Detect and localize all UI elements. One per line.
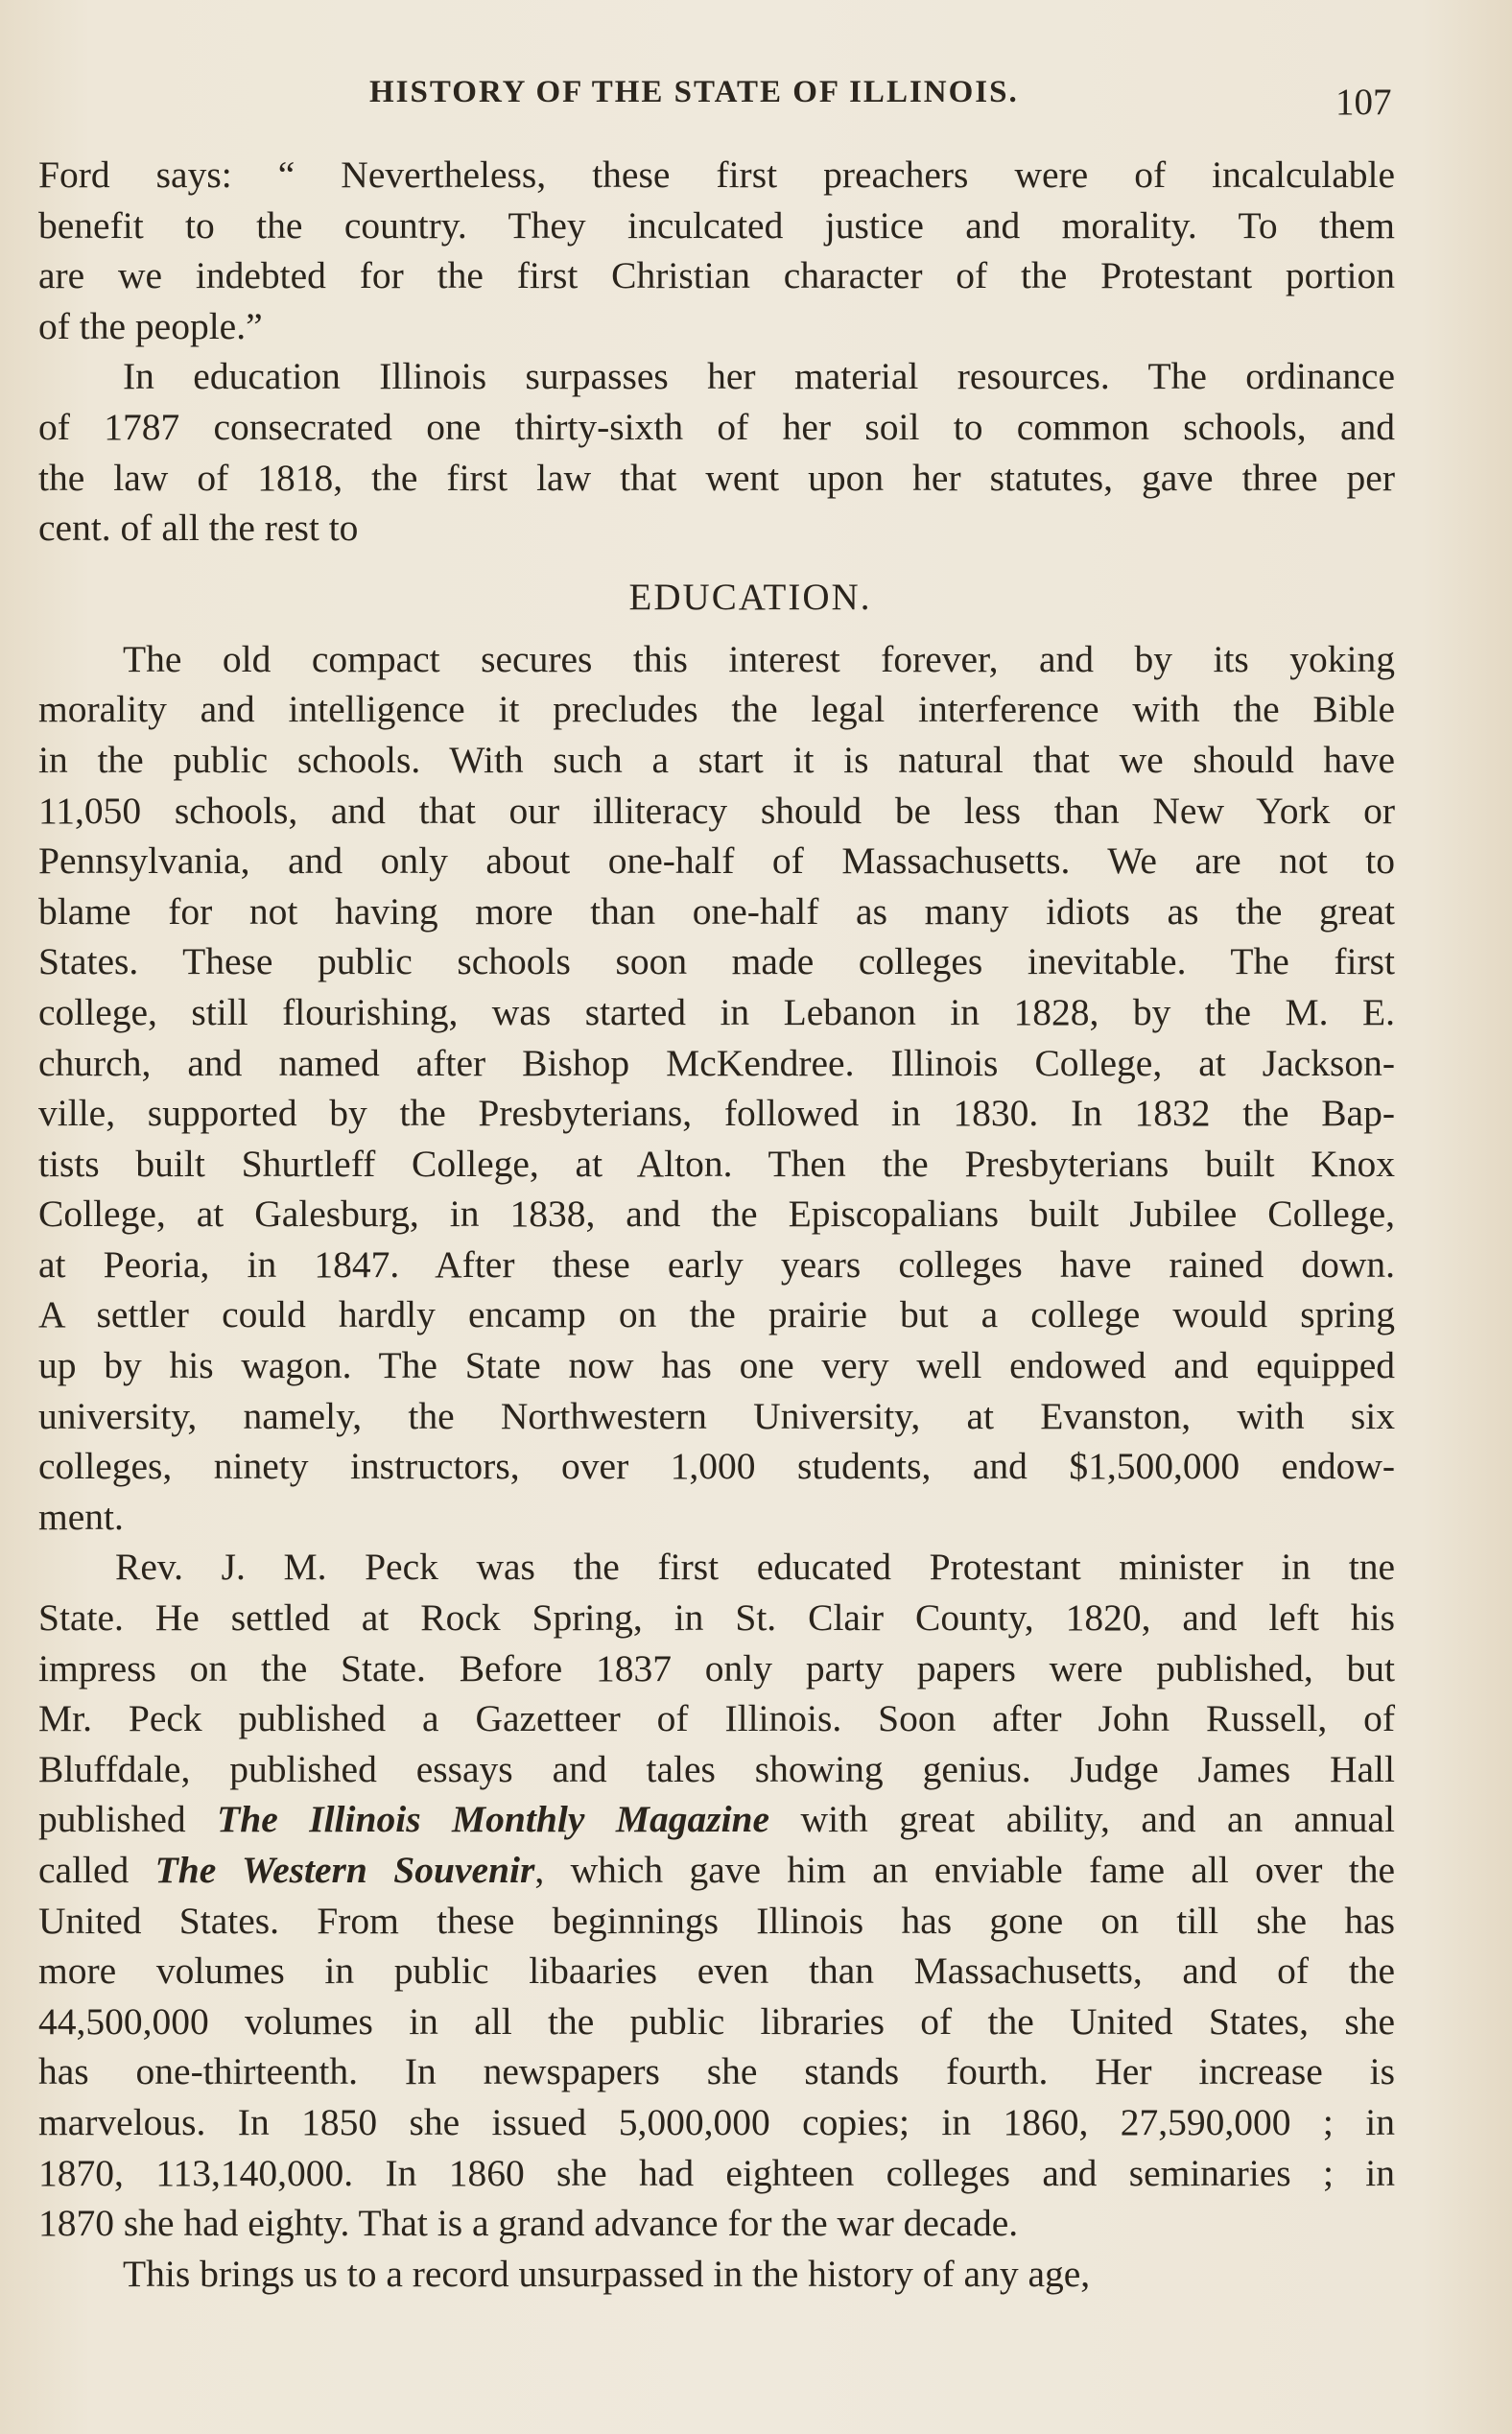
text-line: 1870 she had eighty. That is a grand advance for the war decade. [38, 2202, 1019, 2245]
text-line: at Peoria, in 1847. After these early years colleges have rained down. [38, 1242, 1395, 1286]
text-line: benefit to the country. They inculcated justice and morality. To them [38, 203, 1395, 247]
text-line: In education Illinois surpasses her material resources. The ordinance [123, 355, 1395, 398]
text-line: Ford says: “ Nevertheless, these first preachers were of incalculable [38, 154, 1395, 196]
text-line: the law of 1818, the first law that went upon her statutes, gave three per [38, 456, 1395, 499]
text-line: are we indebted for the first Christian character of the Protestant portion [38, 254, 1395, 297]
text-line: ville, supported by the Presbyterians, followed in 1830. In 1832 the Bap- [38, 1092, 1395, 1135]
section-heading: EDUCATION. [628, 576, 872, 618]
paragraph-ford-quote [38, 150, 1395, 351]
body-text [38, 150, 1395, 2299]
souvenir-title: The Western Souvenir [154, 1849, 535, 1891]
text-line: blame for not having more than one-half as many idiots as the great [38, 889, 1395, 933]
paragraph-record [38, 2249, 1395, 2300]
text-line: Bluffdale, published essays and tales showing genius. Judge James Hall [38, 1747, 1395, 1790]
text-line: cent. of all the rest to [38, 507, 359, 550]
text-fragment: published [38, 1798, 218, 1841]
text-line-magazine [38, 1794, 1395, 1845]
text-line: colleges, ninety instructors, over 1,000 students, and $1,500,000 endow- [38, 1445, 1395, 1488]
text-line: of the people.” [38, 304, 263, 347]
text-line: impress on the State. Before 1837 only party papers were published, but [38, 1646, 1395, 1690]
text-line: ment. [38, 1495, 124, 1538]
page-number: 107 [1335, 82, 1392, 123]
text-line: tists built Shurtleff College, at Alton. Then the Presbyterians built Knox [38, 1142, 1395, 1185]
text-line: has one-thirteenth. In newspapers she stands fourth. Her increase is [38, 2050, 1395, 2093]
magazine-title: The Illinois Monthly Magazine [217, 1798, 770, 1841]
text-line: 44,500,000 volumes in all the public libraries of the United States, she [38, 1999, 1395, 2043]
text-line: States. These public schools soon made colleges inevitable. The first [38, 940, 1395, 983]
text-line: more volumes in public libaaries even than Massachusetts, and of the [38, 1950, 1395, 1993]
text-line: Mr. Peck published a Gazetteer of Illinois. Soon after John Russell, of [38, 1697, 1395, 1740]
text-line: morality and intelligence it precludes the legal interference with the Bible [38, 688, 1395, 731]
text-line: college, still flourishing, was started in Lebanon in 1828, by the M. E. [38, 990, 1395, 1033]
text-line: in the public schools. With such a start it is natural that we should have [38, 738, 1395, 781]
text-line: United States. From these beginnings Illinois has gone on till she has [38, 1899, 1395, 1942]
text-fragment: , which gave him an enviable fame all over the [534, 1849, 1395, 1891]
text-line: up by his wagon. The State now has one very well endowed and equipped [38, 1344, 1395, 1387]
text-line: A settler could hardly encamp on the prairie but a college would spring [38, 1293, 1395, 1336]
running-title: HISTORY OF THE STATE OF ILLINOIS. [369, 75, 1019, 109]
text-line-souvenir [38, 1845, 1395, 1896]
text-line: State. He settled at Rock Spring, in St. Clair County, 1820, and left his [38, 1596, 1395, 1640]
paragraph-education-intro [38, 351, 1395, 553]
text-line: university, namely, the Northwestern University, at Evanston, with six [38, 1394, 1395, 1437]
text-fragment: called [38, 1849, 155, 1891]
text-line: Rev. J. M. Peck was the first educated Protestant minister in tne [115, 1546, 1395, 1589]
text-line: of 1787 consecrated one thirty-sixth of her soil to common schools, and [38, 405, 1395, 448]
text-line: Pennsylvania, and only about one-half of Massachusetts. We are not to [38, 839, 1395, 883]
text-line: College, at Galesburg, in 1838, and the Episcopalians built Jubilee College, [38, 1193, 1395, 1236]
text-line: marvelous. In 1850 she issued 5,000,000 copies; in 1860, 27,590,000 ; in [38, 2100, 1395, 2143]
text-line: church, and named after Bishop McKendree. Illinois College, at Jackson- [38, 1041, 1395, 1084]
text-line: 1870, 113,140,000. In 1860 she had eighteen colleges and seminaries ; in [38, 2151, 1395, 2194]
paragraph-peck [38, 1542, 1395, 2248]
text-line: This brings us to a record unsurpassed in the history of any age, [123, 2252, 1091, 2295]
text-line: The old compact secures this interest forever, and by its yoking [123, 637, 1395, 680]
text-line: 11,050 schools, and that our illiteracy should be less than New York or [38, 789, 1395, 832]
paragraph-education [38, 634, 1395, 1543]
text-fragment: with great ability, and an annual [769, 1798, 1395, 1841]
